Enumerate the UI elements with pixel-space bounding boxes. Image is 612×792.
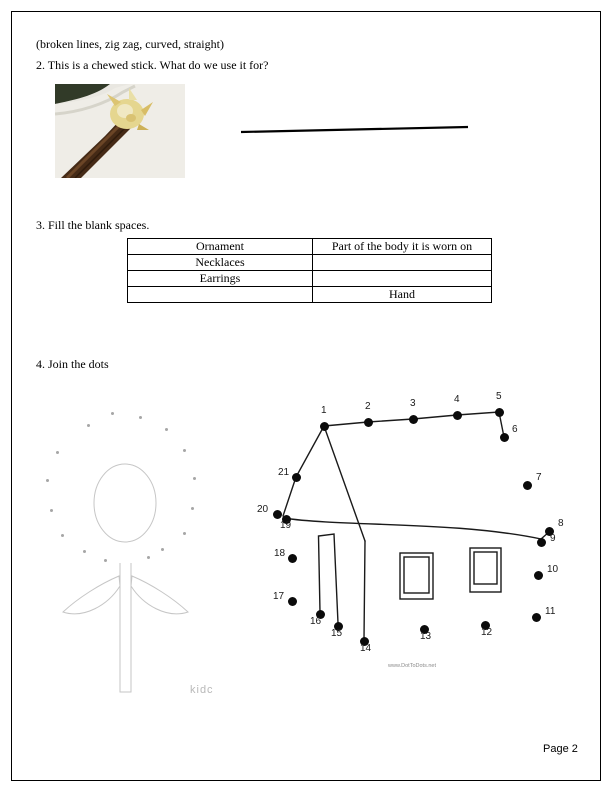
flower-dot [193, 477, 196, 480]
table-cell [313, 271, 492, 287]
house-dot-number: 17 [273, 591, 285, 602]
house-dot-number: 1 [321, 405, 327, 416]
house-dot-number: 5 [496, 391, 502, 402]
table-header-cell: Ornament [128, 239, 313, 255]
flower-dot [147, 556, 150, 559]
table-row [128, 287, 492, 303]
house-dot-7 [523, 481, 532, 490]
flower-dot [87, 424, 90, 427]
house-dot-number: 2 [365, 401, 371, 412]
house-dot-number: 15 [331, 628, 343, 639]
house-dot-number: 14 [360, 643, 372, 654]
house-dot-2 [364, 418, 373, 427]
table-cell: Earrings [128, 271, 313, 287]
flower-dot [83, 550, 86, 553]
chewed-stick-photo [55, 84, 185, 178]
house-dot-18 [288, 554, 297, 563]
house-dot-number: 16 [310, 616, 322, 627]
flower-dot [139, 416, 142, 419]
house-dot-20 [273, 510, 282, 519]
flower-dots [40, 388, 240, 708]
house-dot-3 [409, 415, 418, 424]
table-cell [128, 287, 313, 303]
flower-dot [183, 449, 186, 452]
house-dot-17 [288, 597, 297, 606]
table-header-cell: Part of the body it is worn on [313, 239, 492, 255]
house-dot-number: 7 [536, 472, 542, 483]
house-dot-21 [292, 473, 301, 482]
flower-dot [50, 509, 53, 512]
house-dot-number: 8 [558, 518, 564, 529]
flower-dot [191, 507, 194, 510]
house-dot-number: 6 [512, 424, 518, 435]
flower-dot [111, 412, 114, 415]
page-number: Page 2 [543, 743, 578, 755]
flower-dot [104, 559, 107, 562]
house-dot-number: 3 [410, 398, 416, 409]
house-dots [255, 393, 575, 683]
question-2: 2. This is a chewed stick. What do we use it for? [36, 58, 269, 72]
table-row [128, 255, 492, 271]
house-dot-number: 13 [420, 631, 432, 642]
flower-dot [183, 532, 186, 535]
house-dot-number: 9 [550, 533, 556, 544]
house-dot-number: 19 [280, 520, 292, 531]
house-dot-11 [532, 613, 541, 622]
fill-table [127, 238, 492, 303]
table-row [128, 271, 492, 287]
table-cell: Necklaces [128, 255, 313, 271]
house-dot-5 [495, 408, 504, 417]
table-cell: Hand [313, 287, 492, 303]
house-dot-number: 18 [274, 548, 286, 559]
flower-dot [161, 548, 164, 551]
house-dot-number: 21 [278, 467, 290, 478]
house-dot-6 [500, 433, 509, 442]
house-dot-number: 12 [481, 627, 493, 638]
chewed-stick-illustration [55, 84, 185, 178]
table-cell [313, 255, 492, 271]
house-dot-1 [320, 422, 329, 431]
answer-line [238, 118, 474, 140]
house-dot-10 [534, 571, 543, 580]
question-4: 4. Join the dots [36, 357, 109, 371]
house-credit: www.DotToDots.net [388, 663, 436, 669]
house-dot-to-dot [255, 393, 575, 683]
flower-dot [56, 451, 59, 454]
flower-dot [46, 479, 49, 482]
table-header-row [128, 239, 492, 255]
house-dot-number: 4 [454, 394, 460, 405]
question-3: 3. Fill the blank spaces. [36, 218, 150, 232]
house-dot-number: 10 [547, 564, 559, 575]
intro-line: (broken lines, zig zag, curved, straight) [36, 37, 224, 51]
flower-dot [61, 534, 64, 537]
house-dot-4 [453, 411, 462, 420]
flower-dot-to-dot [40, 388, 240, 708]
house-dot-number: 11 [545, 606, 556, 617]
flower-dot [165, 428, 168, 431]
flower-watermark: kidc [190, 684, 214, 696]
house-dot-number: 20 [257, 504, 269, 515]
house-dot-9 [537, 538, 546, 547]
